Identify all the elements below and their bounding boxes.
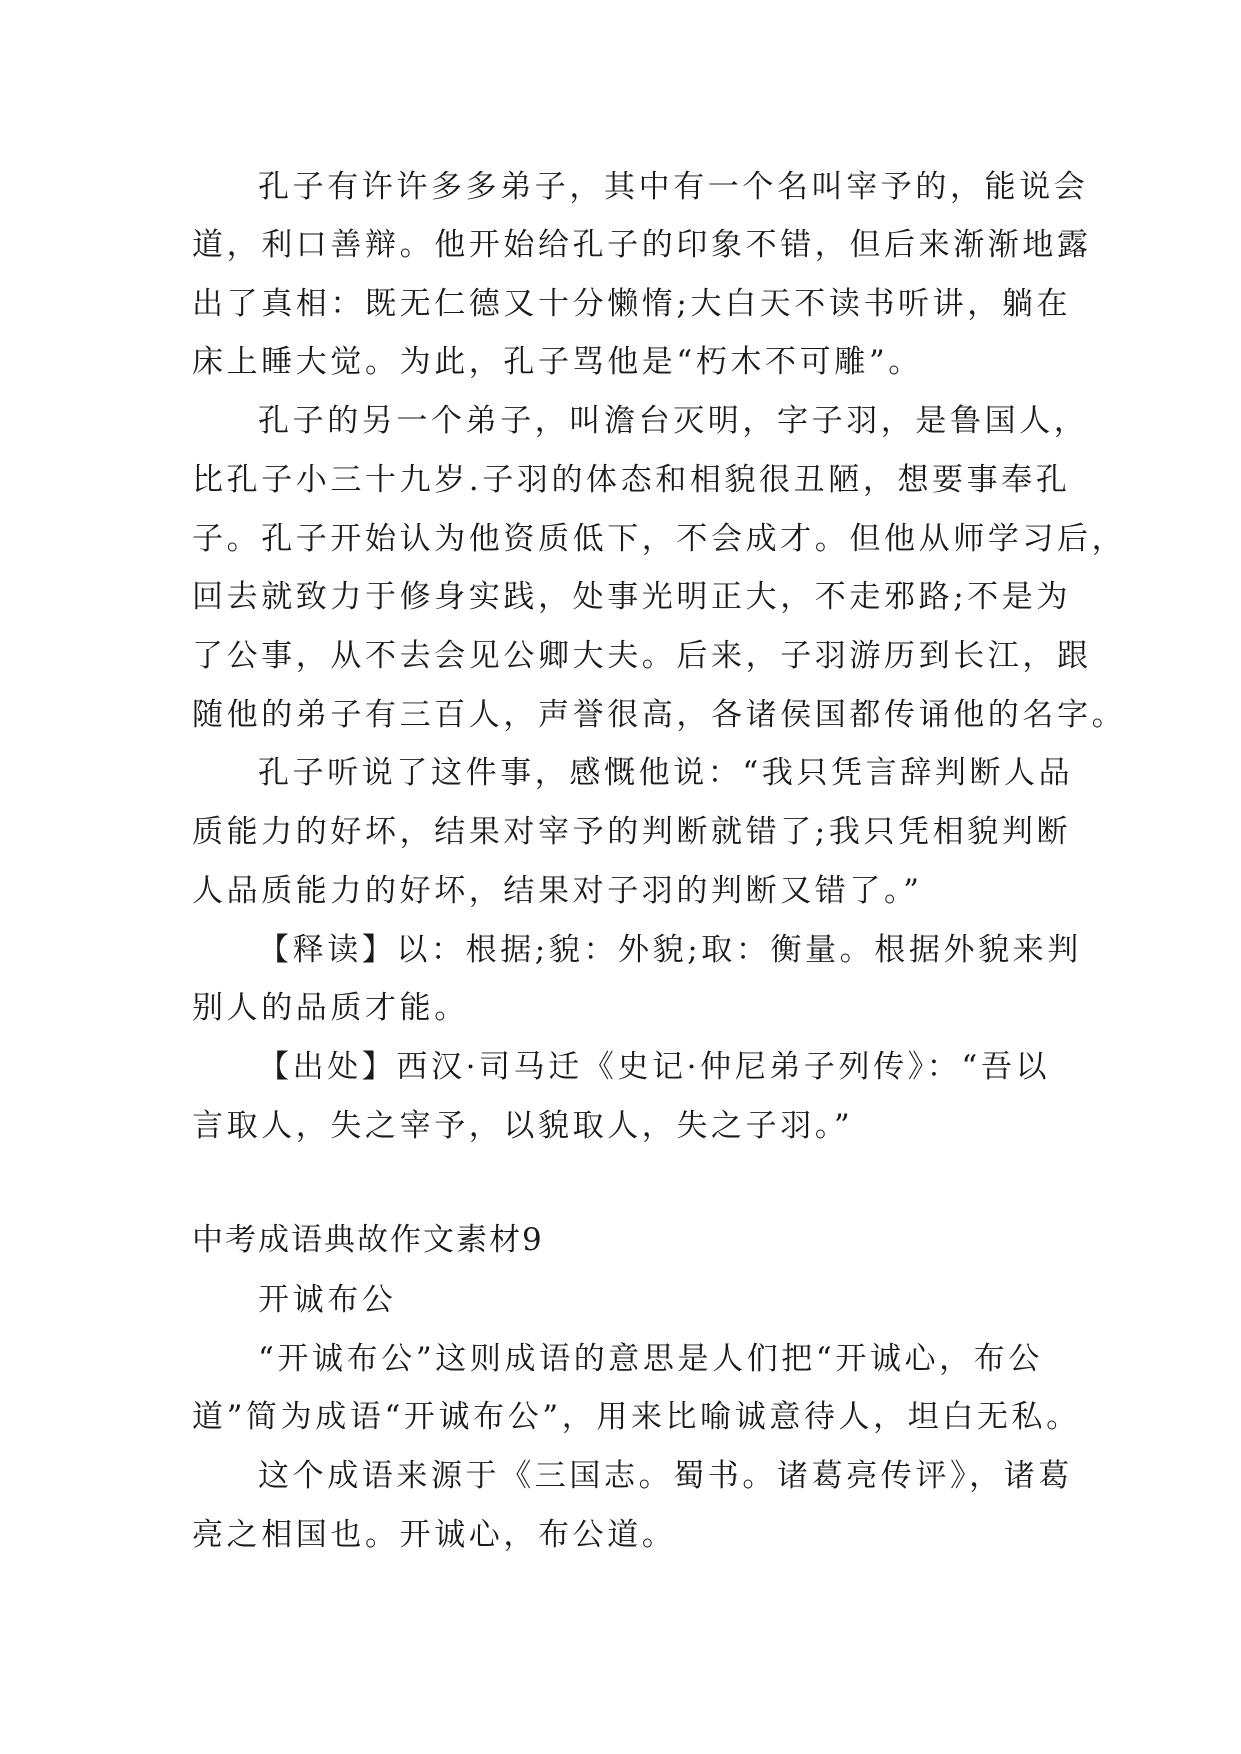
paragraph-3-line-2: 质能力的好坏，结果对宰予的判断就错了;我只凭相貌判断 bbox=[192, 814, 1072, 850]
section-heading: 中考成语典故作文素材9 bbox=[192, 1222, 544, 1258]
paragraph-5-line-1: 这个成语来源于《三国志。蜀书。诸葛亮传评》，诸葛 bbox=[258, 1458, 1073, 1494]
paragraph-3-line-1: 孔子听说了这件事，感慨他说：“我只凭言辞判断人品 bbox=[258, 755, 1074, 791]
idiom-title: 开诚布公 bbox=[258, 1282, 397, 1318]
source-line-1: 【出处】西汉·司马迁《史记·仲尼弟子列传》：“吾以 bbox=[258, 1049, 1051, 1085]
paragraph-3-line-3: 人品质能力的好坏，结果对子羽的判断又错了。” bbox=[192, 873, 923, 909]
paragraph-2-line-3: 子。孔子开始认为他资质低下，不会成才。但他从师学习后， bbox=[192, 521, 1127, 557]
paragraph-5-line-2: 亮之相国也。开诚心，布公道。 bbox=[192, 1517, 677, 1553]
paragraph-1-line-3: 出了真相：既无仁德又十分懒惰;大白天不读书听讲，躺在 bbox=[192, 286, 1072, 322]
paragraph-4-line-2: 道”简为成语“开诚布公”，用来比喻诚意待人，坦白无私。 bbox=[192, 1399, 1081, 1435]
interpretation-line-1: 【释读】以：根据;貌：外貌;取：衡量。根据外貌来判 bbox=[258, 932, 1082, 968]
paragraph-2-line-1: 孔子的另一个弟子，叫澹台灭明，字子羽，是鲁国人， bbox=[258, 403, 1089, 439]
paragraph-2-line-2: 比孔子小三十九岁.子羽的体态和相貌很丑陋，想要事奉孔 bbox=[192, 462, 1071, 498]
paragraph-2-line-6: 随他的弟子有三百人，声誉很高，各诸侯国都传诵他的名字。 bbox=[192, 697, 1127, 733]
paragraph-1-line-1: 孔子有许许多多弟子，其中有一个名叫宰予的，能说会 bbox=[258, 169, 1089, 205]
paragraph-1-line-4: 床上睡大觉。为此，孔子骂他是“朽木不可雕”。 bbox=[192, 344, 923, 380]
interpretation-line-2: 别人的品质才能。 bbox=[192, 990, 469, 1026]
paragraph-2-line-4: 回去就致力于修身实践，处事光明正大，不走邪路;不是为 bbox=[192, 579, 1072, 615]
paragraph-1-line-2: 道，利口善辩。他开始给孔子的印象不错，但后来渐渐地露 bbox=[192, 227, 1092, 263]
source-line-2: 言取人，失之宰予，以貌取人，失之子羽。” bbox=[192, 1108, 854, 1144]
paragraph-4-line-1: “开诚布公”这则成语的意思是人们把“开诚心，布公 bbox=[258, 1341, 1043, 1377]
paragraph-2-line-5: 了公事，从不去会见公卿大夫。后来，子羽游历到长江，跟 bbox=[192, 638, 1092, 674]
